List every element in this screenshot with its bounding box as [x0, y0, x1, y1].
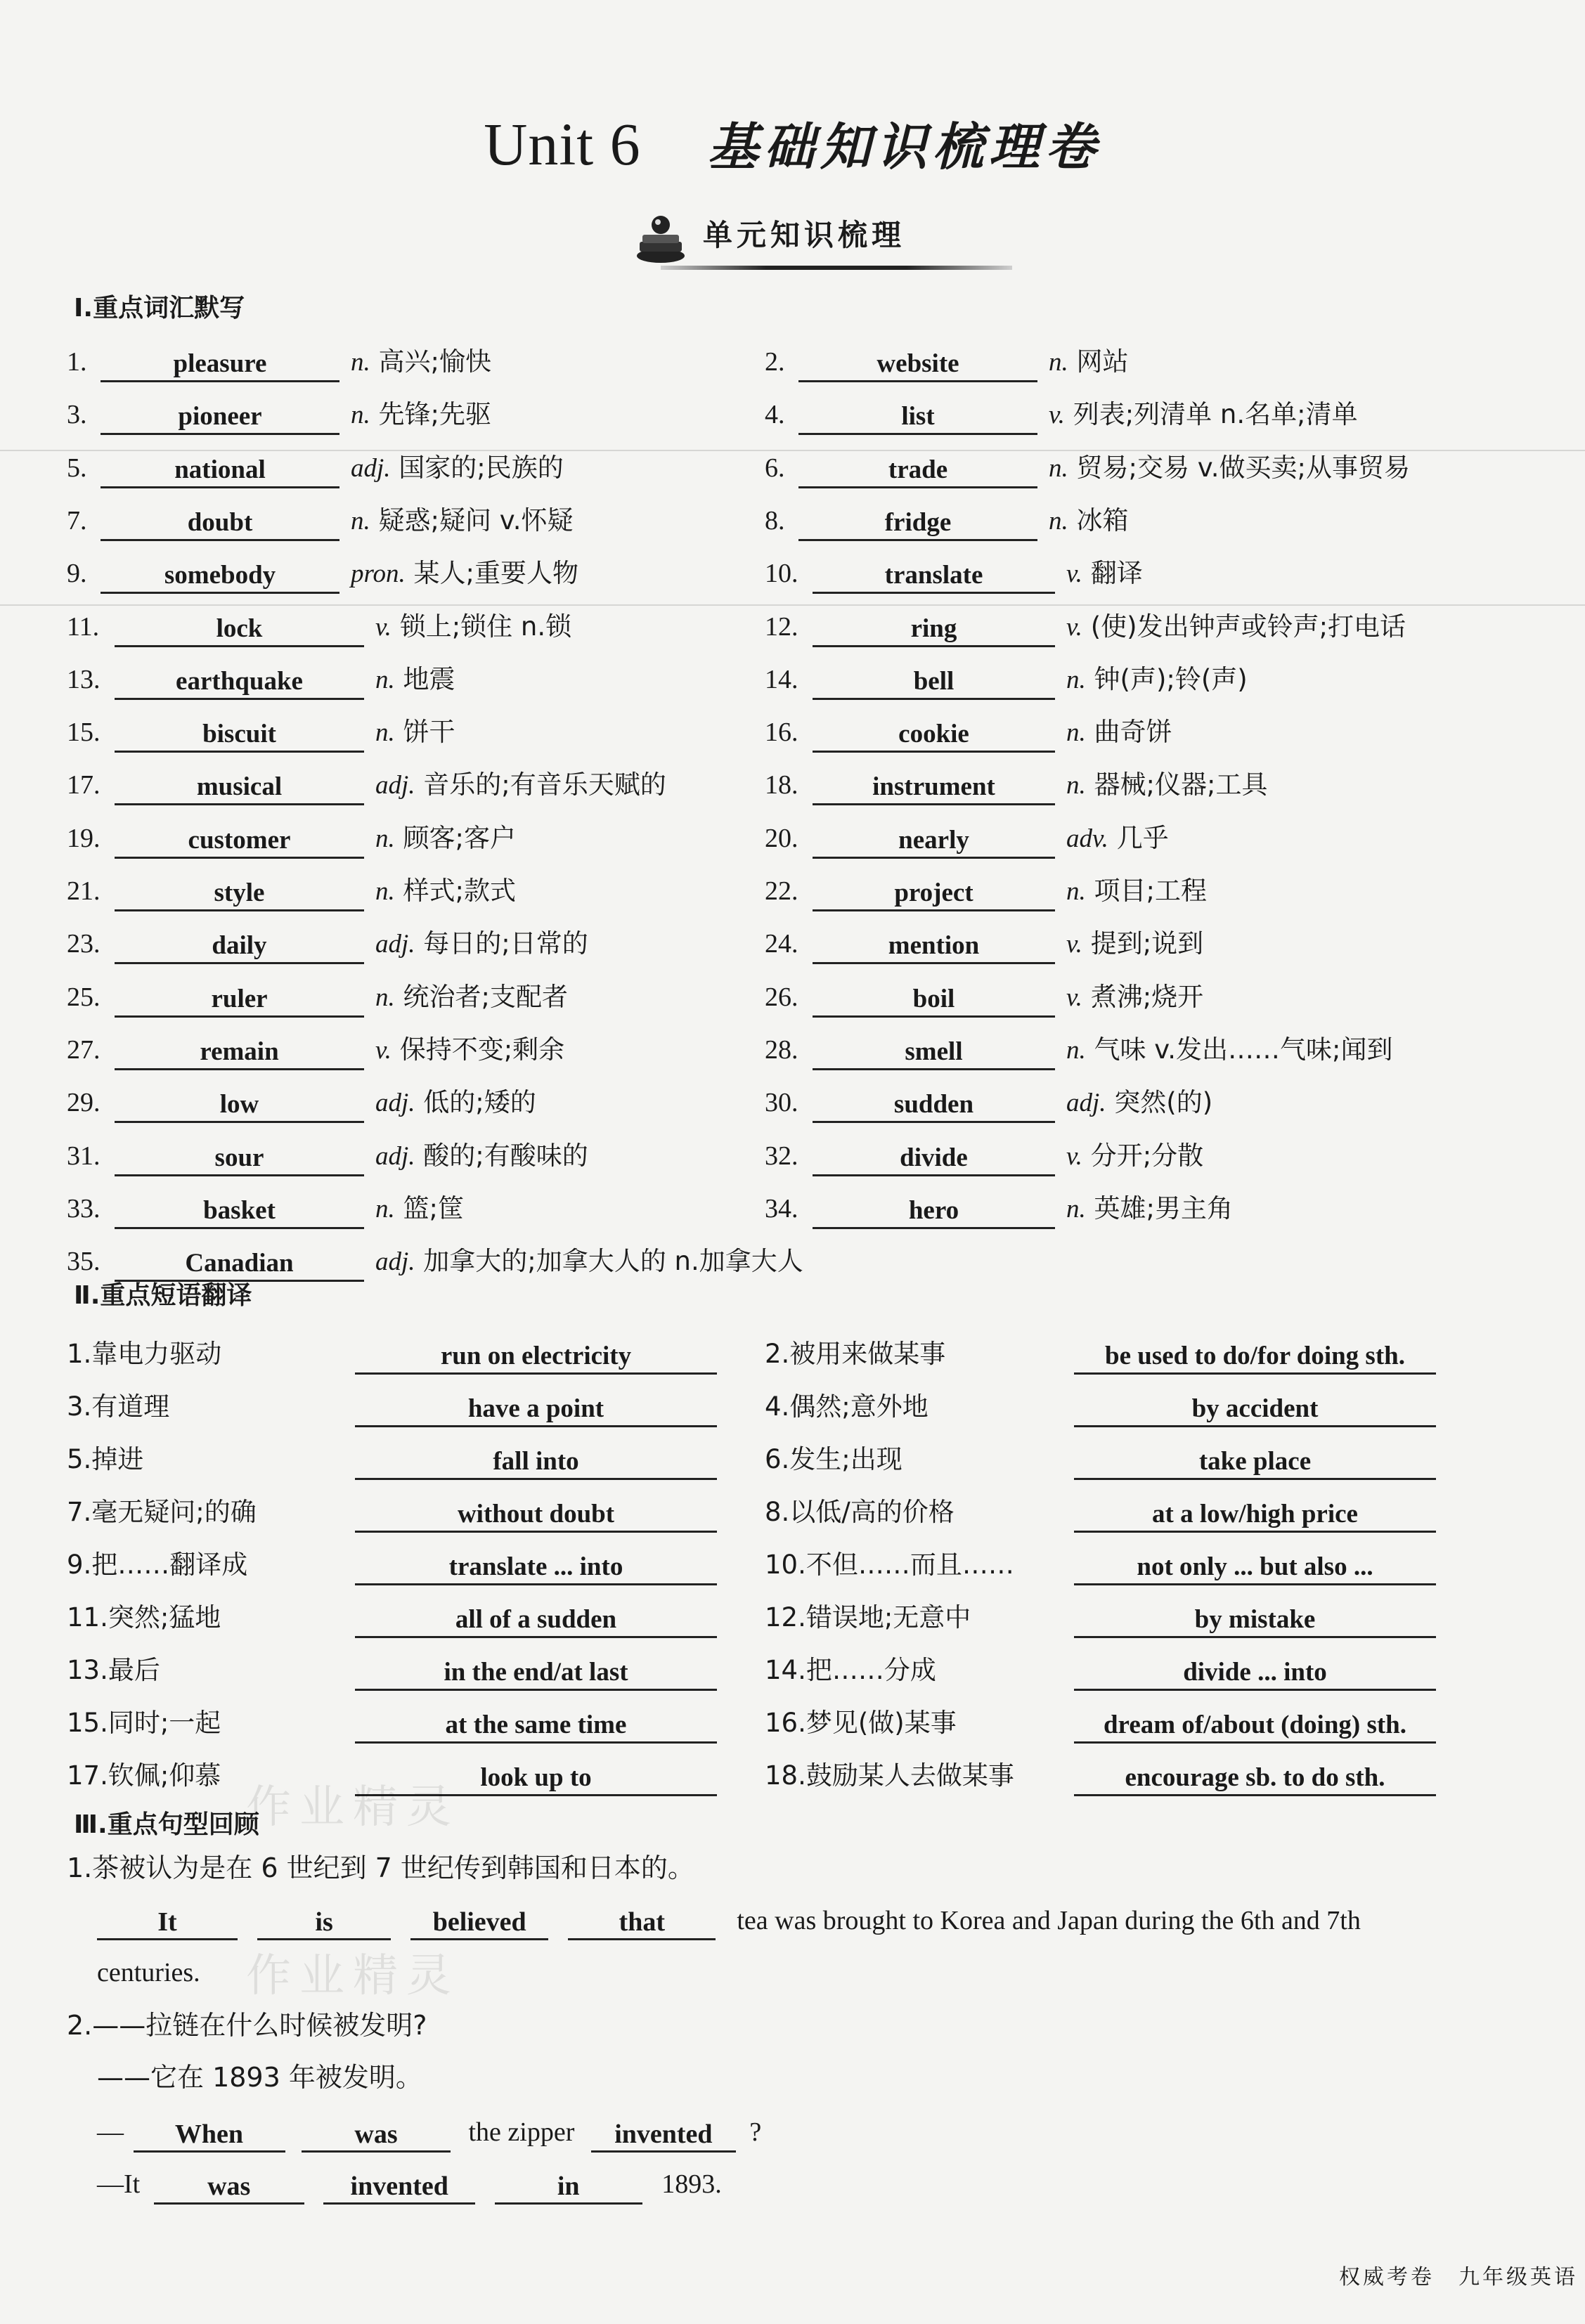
definition-text: 饼干: [403, 717, 455, 748]
definition-text: 曲奇饼: [1094, 717, 1172, 748]
definition-text: 英雄;男主角: [1094, 1193, 1233, 1223]
part-of-speech: adj.: [351, 453, 391, 483]
phrase-chinese: 11.突然;猛地: [67, 1602, 221, 1632]
phrase-item: [67, 1597, 742, 1639]
phrase-chinese: 1.靠电力驱动: [67, 1339, 222, 1369]
phrase-item: [765, 1544, 1440, 1586]
phrase-chinese: 3.有道理: [67, 1391, 170, 1422]
phrase-item: [765, 1702, 1440, 1744]
definition: [375, 658, 455, 701]
item-number: 10.: [765, 559, 798, 589]
vocab-item: [765, 1029, 1440, 1071]
vocab-item: [67, 1135, 742, 1177]
vocab-item: [765, 341, 1440, 383]
answer-blank: boil: [813, 976, 1055, 1018]
vocab-item: [67, 711, 742, 753]
item-number: 33.: [67, 1193, 101, 1223]
definition: [375, 870, 516, 913]
item-number: 17.: [67, 770, 101, 800]
phrase-item: [67, 1544, 742, 1586]
answer-blank: instrument: [813, 764, 1055, 805]
item-number: 3.: [67, 400, 87, 430]
definition: [1066, 1082, 1212, 1124]
answer-blank: dream of/about (doing) sth.: [1074, 1702, 1436, 1744]
answer-blank: style: [115, 870, 364, 911]
phrase-chinese: 4.偶然;意外地: [765, 1391, 929, 1422]
vocab-item: [67, 923, 742, 965]
part-of-speech: adj.: [375, 771, 415, 800]
answer-blank: translate ... into: [355, 1544, 717, 1585]
definition-text: 先锋;先驱: [378, 399, 491, 430]
answer-blank: look up to: [355, 1755, 717, 1796]
answer-blank: divide: [813, 1135, 1055, 1176]
phrase-chinese: 17.钦佩;仰慕: [67, 1760, 221, 1791]
part2-heading: Ⅱ.重点短语翻译: [74, 1281, 252, 1310]
vocab-item: [765, 658, 1440, 701]
definition-text: 项目;工程: [1094, 876, 1207, 906]
definition-text: 顾客;客户: [403, 822, 516, 853]
part-of-speech: v.: [375, 612, 392, 642]
part-of-speech: n.: [1066, 665, 1086, 694]
sentence-text: tea was brought to Korea and Japan during the 6th and 7th: [737, 1906, 1361, 1935]
part3-heading: Ⅲ.重点句型回顾: [74, 1810, 259, 1839]
answer-blank: without doubt: [355, 1491, 717, 1533]
definition: [375, 1188, 464, 1231]
section-banner-label: 单元知识梳理: [703, 218, 906, 252]
definition: [375, 817, 516, 860]
part-of-speech: n.: [1066, 877, 1086, 906]
part-of-speech: adj.: [375, 1247, 415, 1277]
part-of-speech: n.: [1066, 1194, 1086, 1223]
part-of-speech: v.: [375, 1035, 392, 1065]
part-of-speech: adj.: [375, 930, 415, 959]
item-number: 30.: [765, 1088, 798, 1118]
item-number: 34.: [765, 1193, 798, 1223]
item-number: 26.: [765, 982, 798, 1012]
item-number: 5.: [67, 453, 87, 483]
vocab-item: [765, 870, 1440, 912]
vocab-item: [765, 606, 1440, 648]
part-of-speech: v.: [1066, 930, 1082, 959]
answer-blank: pleasure: [101, 341, 339, 382]
answer-blank: biscuit: [115, 711, 364, 753]
vocab-item: [67, 817, 742, 859]
answer-blank: take place: [1074, 1439, 1436, 1480]
phrase-chinese: 13.最后: [67, 1655, 160, 1685]
phrase-item: [765, 1491, 1440, 1533]
vocab-item: [67, 764, 742, 806]
answer-blank: trade: [798, 447, 1037, 488]
part-of-speech: n.: [351, 401, 370, 430]
definition-text: 每日的;日常的: [423, 928, 588, 959]
definition-text: 保持不变;剩余: [399, 1034, 565, 1065]
answer-blank: list: [798, 394, 1037, 435]
answer-blank: nearly: [813, 817, 1055, 859]
definition: [375, 764, 666, 807]
part1-heading: Ⅰ.重点词汇默写: [74, 294, 245, 323]
answer-blank: mention: [813, 923, 1055, 964]
phrase-chinese: 7.毫无疑问;的确: [67, 1497, 257, 1527]
part-of-speech: n.: [1066, 1035, 1086, 1065]
vocab-item: [765, 394, 1440, 436]
sentence-text: the zipper: [468, 2117, 575, 2147]
definition: [1066, 817, 1169, 860]
part-of-speech: n.: [1066, 718, 1086, 748]
watermark: 作业精灵: [246, 1950, 460, 2002]
part-of-speech: n.: [375, 877, 395, 906]
sentence-2-prompt: 2.——拉链在什么时候被发明?: [67, 2010, 427, 2041]
item-number: 4.: [765, 400, 785, 430]
vocab-item: [765, 1188, 1440, 1230]
answer-blank: invented: [591, 2111, 736, 2153]
definition-text: 锁上;锁住 n.锁: [399, 611, 572, 642]
definition: [1066, 1029, 1393, 1072]
answer-blank: It: [97, 1899, 238, 1940]
vocab-item: [765, 711, 1440, 753]
answer-blank: at a low/high price: [1074, 1491, 1436, 1533]
definition-text: 气味 v.发出……气味;闻到: [1094, 1034, 1393, 1065]
banner-rule: [661, 266, 1012, 270]
part-of-speech: n.: [1049, 506, 1068, 535]
answer-blank: invented: [323, 2163, 475, 2205]
definition-text: 煮沸;烧开: [1090, 981, 1204, 1012]
item-number: 2.: [765, 347, 785, 377]
definition-text: 提到;说到: [1090, 928, 1204, 959]
definition-text: 网站: [1076, 346, 1129, 377]
definition-text: 低的;矮的: [423, 1087, 536, 1118]
definition-text: 加拿大的;加拿大人的 n.加拿大人: [423, 1246, 803, 1277]
part-of-speech: n.: [375, 1194, 395, 1223]
item-number: 6.: [765, 453, 785, 483]
answer-blank: basket: [115, 1188, 364, 1229]
item-number: 14.: [765, 664, 798, 694]
item-number: 29.: [67, 1088, 101, 1118]
definition-text: 器械;仪器;工具: [1094, 770, 1268, 800]
phrase-item: [67, 1386, 742, 1428]
answer-blank: is: [257, 1899, 391, 1940]
phrase-chinese: 15.同时;一起: [67, 1708, 221, 1738]
sentence-2-prompt-2: ——它在 1893 年被发明。: [97, 2062, 422, 2093]
definition-text: 分开;分散: [1090, 1140, 1204, 1171]
answer-blank: When: [134, 2111, 285, 2153]
section-banner: [619, 204, 1012, 281]
unit-label: Unit 6: [484, 110, 641, 178]
answer-blank: in: [495, 2163, 642, 2205]
part-of-speech: n.: [1049, 453, 1068, 483]
phrase-item: [765, 1755, 1440, 1797]
answer-blank: have a point: [355, 1386, 717, 1427]
answer-blank: earthquake: [115, 658, 364, 700]
answer-blank: pioneer: [101, 394, 339, 435]
item-number: 20.: [765, 823, 798, 853]
part-of-speech: v.: [1049, 401, 1065, 430]
vocab-item: [67, 1188, 742, 1230]
item-number: 35.: [67, 1247, 101, 1277]
definition-text: 几乎: [1116, 822, 1169, 853]
item-number: 24.: [765, 929, 798, 959]
item-number: 12.: [765, 611, 798, 642]
definition: [375, 1082, 536, 1124]
item-number: 21.: [67, 876, 101, 906]
vocab-item: [765, 1135, 1440, 1177]
part-of-speech: n.: [1066, 771, 1086, 800]
definition: [375, 1029, 564, 1072]
answer-blank: run on electricity: [355, 1333, 717, 1375]
answer-blank: customer: [115, 817, 364, 859]
answer-blank: divide ... into: [1074, 1649, 1436, 1691]
definition: [351, 394, 491, 436]
vocab-item: [67, 976, 742, 1018]
part-of-speech: n.: [351, 506, 370, 535]
definition: [1066, 764, 1267, 807]
answer-blank: at the same time: [355, 1702, 717, 1744]
vocab-item: [765, 817, 1440, 859]
item-number: 1.: [67, 347, 87, 377]
sentence-2-line-1: [97, 2111, 761, 2153]
phrase-item: [765, 1649, 1440, 1692]
definition-text: 翻译: [1090, 558, 1143, 589]
definition-text: 国家的;民族的: [399, 452, 564, 483]
definition-text: 地震: [403, 663, 455, 694]
part-of-speech: v.: [1066, 1141, 1082, 1171]
vocab-item: [765, 552, 1440, 595]
vocab-item: [67, 552, 742, 595]
vocab-item: [765, 447, 1440, 489]
phrase-chinese: 9.把……翻译成: [67, 1550, 248, 1580]
definition-text: 酸的;有酸味的: [423, 1140, 588, 1171]
part-of-speech: n.: [375, 824, 395, 853]
answer-blank: cookie: [813, 711, 1055, 753]
sentence-1-prompt: 1.茶被认为是在 6 世纪到 7 世纪传到韩国和日本的。: [67, 1852, 694, 1883]
phrase-item: [67, 1649, 742, 1692]
vocab-item: [67, 341, 742, 383]
answer-blank: sudden: [813, 1082, 1055, 1123]
item-number: 15.: [67, 718, 101, 748]
definition: [1049, 500, 1129, 543]
definition-text: 高兴;愉快: [378, 346, 491, 377]
answer-blank: in the end/at last: [355, 1649, 717, 1691]
answer-blank: ruler: [115, 976, 364, 1018]
definition: [375, 976, 568, 1019]
item-number: 9.: [67, 559, 87, 589]
item-number: 32.: [765, 1141, 798, 1171]
definition: [1066, 923, 1203, 966]
answer-blank: sour: [115, 1135, 364, 1176]
item-number: 28.: [765, 1034, 798, 1065]
vocab-item: [67, 1082, 742, 1124]
definition-text: 疑惑;疑问 v.怀疑: [378, 505, 574, 535]
definition: [1049, 447, 1410, 490]
phrase-chinese: 6.发生;出现: [765, 1444, 903, 1474]
definition: [1066, 606, 1406, 649]
item-number: 11.: [67, 611, 100, 642]
part-of-speech: n.: [375, 982, 395, 1012]
definition: [351, 552, 578, 595]
vocab-item: [67, 394, 742, 436]
definition: [1066, 711, 1172, 754]
phrase-item: [67, 1702, 742, 1744]
footer-text: 权威考卷 九年级英语: [1339, 2265, 1578, 2290]
definition-text: 钟(声);铃(声): [1094, 663, 1248, 694]
definition: [1066, 552, 1143, 595]
answer-blank: website: [798, 341, 1037, 382]
vocab-item: [765, 500, 1440, 542]
phrase-item: [765, 1597, 1440, 1639]
definition: [375, 1135, 588, 1178]
question-mark: ?: [749, 2117, 762, 2147]
part-of-speech: v.: [1066, 982, 1082, 1012]
answer-blank: doubt: [101, 500, 339, 541]
part-of-speech: n.: [351, 348, 370, 377]
answer-blank: by accident: [1074, 1386, 1436, 1427]
definition-text: 篮;筐: [403, 1193, 464, 1223]
part-of-speech: adv.: [1066, 824, 1108, 853]
answer-blank: low: [115, 1082, 364, 1123]
answer-blank: remain: [115, 1029, 364, 1070]
vocab-item: [67, 447, 742, 489]
part-of-speech: v.: [1066, 612, 1082, 642]
part-of-speech: pron.: [351, 559, 406, 589]
vocab-item: [765, 764, 1440, 806]
item-number: 23.: [67, 929, 101, 959]
watermark: 作业精灵: [246, 1781, 460, 1833]
phrase-item: [765, 1439, 1440, 1481]
phrase-chinese: 18.鼓励某人去做某事: [765, 1760, 1014, 1791]
answer-blank: encourage sb. to do sth.: [1074, 1755, 1436, 1796]
answer-blank: be used to do/for doing sth.: [1074, 1333, 1436, 1375]
vocab-item: [67, 606, 742, 648]
answer-blank: all of a sudden: [355, 1597, 717, 1638]
definition-text: 贸易;交易 v.做买卖;从事贸易: [1076, 452, 1410, 483]
vocab-item: [67, 870, 742, 912]
part-of-speech: v.: [1066, 559, 1082, 589]
answer-blank: that: [568, 1899, 716, 1940]
item-number: 25.: [67, 982, 101, 1012]
definition-text: 列表;列清单 n.名单;清单: [1073, 399, 1358, 430]
part-of-speech: n.: [375, 718, 395, 748]
phrase-chinese: 14.把……分成: [765, 1655, 936, 1685]
definition: [1049, 341, 1129, 384]
vocab-item: [67, 500, 742, 542]
sentence-2-line-2: [97, 2163, 722, 2205]
answer-blank: by mistake: [1074, 1597, 1436, 1638]
item-number: 18.: [765, 770, 798, 800]
definition: [351, 500, 574, 543]
dash: —: [97, 2117, 124, 2147]
answer-blank: hero: [813, 1188, 1055, 1229]
vocab-item: [67, 658, 742, 701]
page-title: [0, 105, 1585, 183]
answer-blank: bell: [813, 658, 1055, 700]
phrase-item: [67, 1439, 742, 1481]
answer-blank: not only ... but also ...: [1074, 1544, 1436, 1585]
answer-blank: somebody: [101, 552, 339, 594]
definition-text: 样式;款式: [403, 876, 516, 906]
item-number: 27.: [67, 1034, 101, 1065]
vocab-item: [765, 1082, 1440, 1124]
item-number: 19.: [67, 823, 101, 853]
definition: [375, 711, 455, 754]
answer-blank: fridge: [798, 500, 1037, 541]
sentence-1-line: [97, 1899, 1361, 1942]
phrase-item: [765, 1333, 1440, 1375]
phrase-chinese: 12.错误地;无意中: [765, 1602, 971, 1632]
phrase-item: [67, 1491, 742, 1533]
phrase-chinese: 8.以低/高的价格: [765, 1497, 955, 1527]
sentence-text: —It: [97, 2169, 141, 2199]
answer-blank: fall into: [355, 1439, 717, 1480]
definition-text: 冰箱: [1076, 505, 1129, 535]
item-number: 31.: [67, 1141, 101, 1171]
definition: [351, 447, 564, 490]
sentence-1-cont: centuries.: [97, 1958, 200, 1987]
answer-blank: musical: [115, 764, 364, 805]
answer-blank: daily: [115, 923, 364, 964]
phrase-item: [765, 1386, 1440, 1428]
definition: [375, 923, 588, 966]
part-of-speech: adj.: [1066, 1089, 1106, 1118]
vocab-item: [765, 923, 1440, 965]
title-name: 基础知识梳理卷: [707, 117, 1101, 176]
definition: [1066, 658, 1248, 701]
definition: [1049, 394, 1358, 436]
answer-blank: national: [101, 447, 339, 488]
item-number: 13.: [67, 664, 101, 694]
definition: [1066, 1135, 1203, 1178]
phrase-chinese: 16.梦见(做)某事: [765, 1708, 957, 1738]
definition-text: 音乐的;有音乐天赋的: [423, 770, 666, 800]
definition-text: 突然(的): [1114, 1087, 1213, 1118]
definition-text: 某人;重要人物: [413, 558, 579, 589]
part-of-speech: adj.: [375, 1089, 415, 1118]
sentence-text: 1893.: [661, 2169, 722, 2199]
book-icon: [633, 211, 689, 267]
vocab-item: [67, 1029, 742, 1071]
phrase-chinese: 2.被用来做某事: [765, 1339, 946, 1369]
answer-blank: translate: [813, 552, 1055, 594]
definition-text: 统治者;支配者: [403, 981, 568, 1012]
part-of-speech: n.: [1049, 348, 1068, 377]
answer-blank: was: [154, 2163, 304, 2205]
answer-blank: ring: [813, 606, 1055, 647]
answer-blank: Canadian: [115, 1240, 364, 1282]
item-number: 7.: [67, 505, 87, 535]
phrase-chinese: 5.掉进: [67, 1444, 144, 1474]
phrase-chinese: 10.不但……而且……: [765, 1550, 1014, 1580]
phrase-item: [67, 1333, 742, 1375]
definition: [1066, 976, 1203, 1019]
definition: [1066, 1188, 1233, 1231]
answer-blank: smell: [813, 1029, 1055, 1070]
item-number: 8.: [765, 505, 785, 535]
item-number: 22.: [765, 876, 798, 906]
vocab-item: [765, 976, 1440, 1018]
definition-text: (使)发出钟声或铃声;打电话: [1090, 611, 1406, 642]
definition: [351, 341, 491, 384]
answer-blank: was: [302, 2111, 451, 2153]
definition: [375, 1240, 803, 1283]
answer-blank: lock: [115, 606, 364, 647]
answer-blank: project: [813, 870, 1055, 911]
item-number: 16.: [765, 718, 798, 748]
definition: [375, 606, 571, 649]
definition: [1066, 870, 1207, 913]
answer-blank: believed: [410, 1899, 548, 1940]
part-of-speech: adj.: [375, 1141, 415, 1171]
part-of-speech: n.: [375, 665, 395, 694]
